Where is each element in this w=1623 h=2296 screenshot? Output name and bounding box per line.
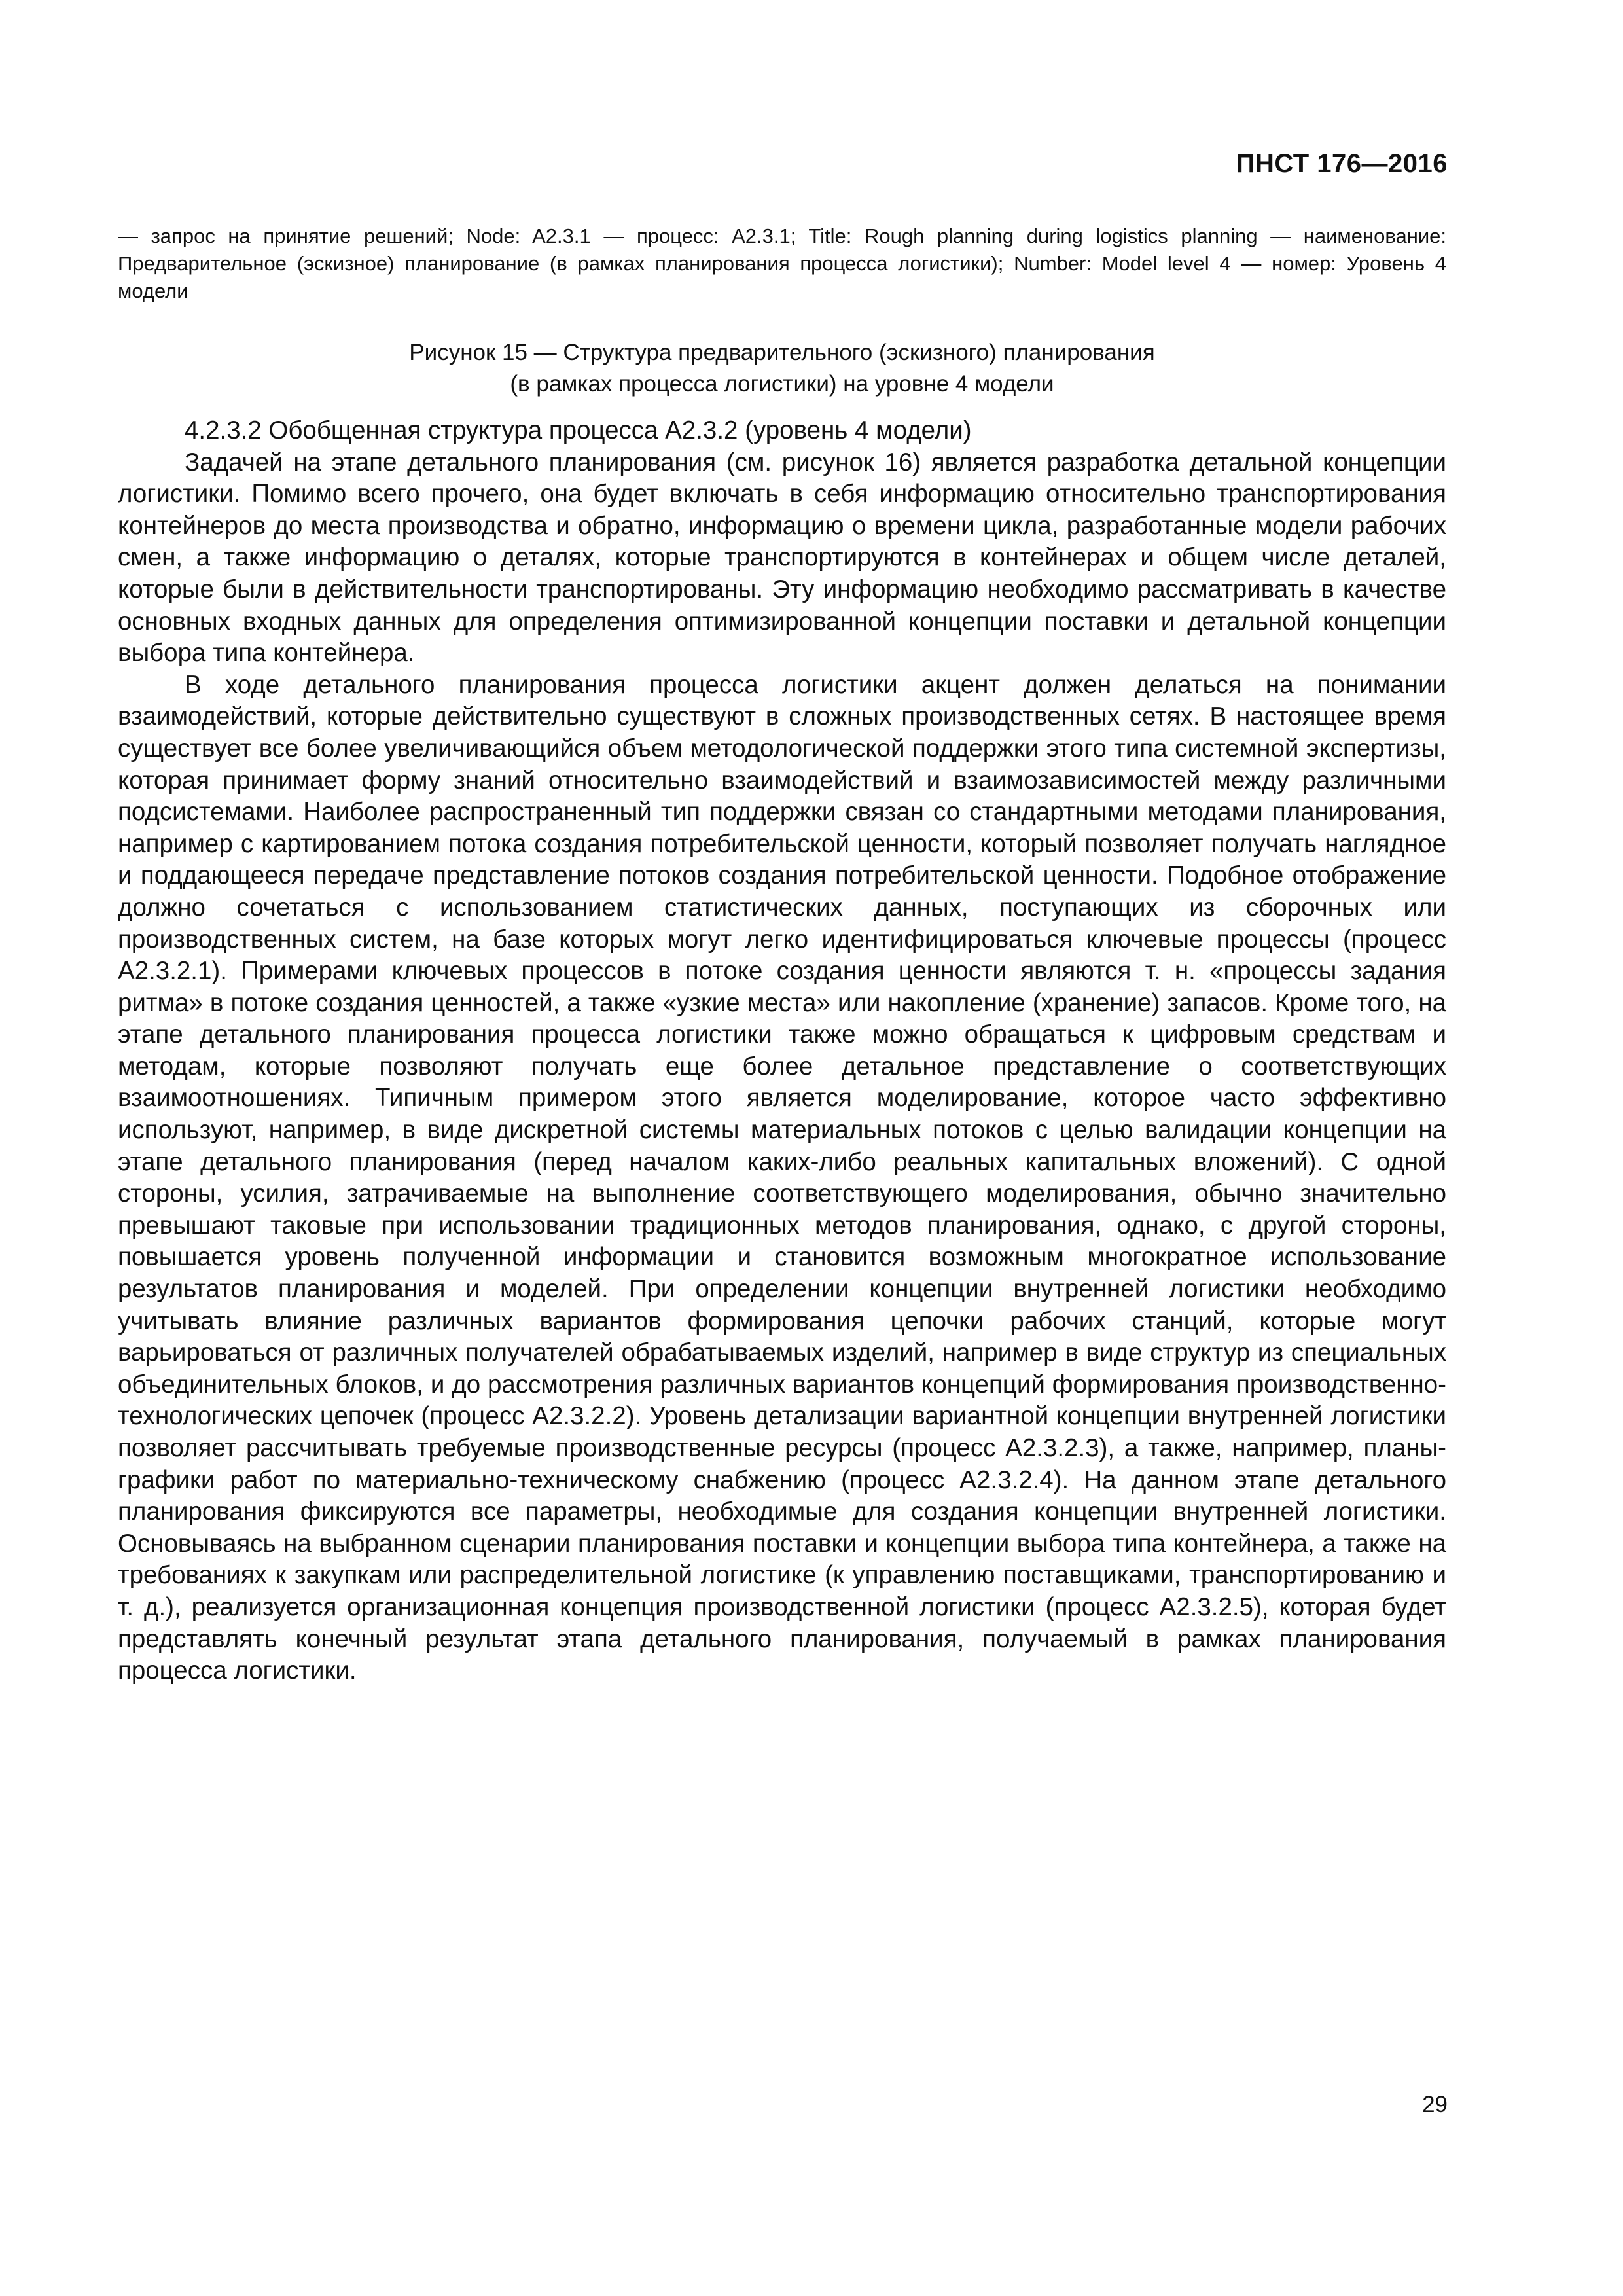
- figure-legend-note: — запрос на принятие решений; Node: A2.3.1 — процесс: A2.3.1; Title: Rough planning during logistics planning — наименование: Предварительное (эскизное) планирование (в рамках планирования процесса логистики); Number: Model level 4 — номер: Уровень 4 модели: [118, 224, 1446, 302]
- document-code-header: ПНСТ 176—2016: [1236, 149, 1448, 178]
- body-paragraph-1: Задачей на этапе детального планирования (см. рисунок 16) является разработка детальной концепции логистики. Помимо всего прочего, она будет включать в себя информацию относительно транспортирования контейнеров до места производства и обратно, информацию о времени цикла, разработанные модели рабочих смен, а также информацию о деталях, которые транспортируются в контейнерах и общем числе деталей, которые были в действительности транспортированы. Эту информацию необходимо рассматривать в качестве основных входных данных для определения оптимизированной концепции поставки и детальной концепции выбора типа контейнера.: [118, 448, 1446, 668]
- figure-caption: [118, 337, 1446, 400]
- section-heading: 4.2.3.2 Обобщенная структура процесса A2.3.2 (уровень 4 модели): [185, 416, 972, 444]
- figure-caption-line-2: (в рамках процесса логистики) на уровне 4 модели: [510, 371, 1054, 397]
- figure-caption-line-1: Рисунок 15 — Структура предварительного (эскизного) планирования: [409, 340, 1155, 365]
- page-number: 29: [1422, 2092, 1448, 2117]
- section-body: [118, 415, 1446, 1687]
- body-paragraph-2: В ходе детального планирования процесса логистики акцент должен делаться на понимании взаимодействий, которые действительно существуют в сложных производственных сетях. В настоящее время существует все более увеличивающийся объем методологической поддержки этого типа системной экспертизы, которая принимает форму знаний относительно взаимодействий и взаимозависимостей между различными подсистемами. Наиболее распространенный тип поддержки связан со стандартными методами планирования, например с картированием потока создания потребительской ценности, который позволяет получать наглядное и поддающееся передаче представление потоков создания потребительской ценности. Подобное отображение должно сочетаться с использованием статистических данных, поступающих из сборочных или производственных систем, на базе которых могут легко идентифицироваться ключевые процессы (процесс A2.3.2.1). Примерами ключевых процессов в потоке создания ценности являются т. н. «процессы задания ритма» в потоке создания ценностей, а также «узкие места» или накопление (хранение) запасов. Кроме того, на этапе детального планирования процесса логистики также можно обращаться к цифровым средствам и методам, которые позволяют получать еще более детальное представление о соответствующих взаимоотношениях. Типичным примером этого является моделирование, которое часто эффективно используют, например, в виде дискретной системы материальных потоков с целью валидации концепции на этапе детального планирования (перед началом каких-либо реальных капитальных вложений). С одной стороны, усилия, затрачиваемые на выполнение соответствующего моделирования, обычно значительно превышают таковые при использовании традиционных методов планирования, однако, с другой стороны, повышается уровень полученной информации и становится возможным многократное использование результатов планирования и моделей. При определении концепции внутренней логистики необходимо учитывать влияние различных вариантов формирования цепочки рабочих станций, которые могут варьироваться от различных получателей обрабатываемых изделий, например в виде структур из специальных объединительных блоков, и до рассмотрения различных вариантов концепций формирования производственно-технологических цепочек (процесс A2.3.2.2). Уровень детализации вариантной концепции внутренней логистики позволяет рассчитывать требуемые производственные ресурсы (процесс A2.3.2.3), а также, например, планы-графики работ по материально-техническому снабжению (процесс A2.3.2.4). На данном этапе детального планирования фиксируются все параметры, необходимые для создания концепции внутренней логистики. Основываясь на выбранном сценарии планирования поставки и концепции выбора типа контейнера, а также на требованиях к закупкам или распределительной логистике (к управлению поставщиками, транспортированию и т. д.), реализуется организационная концепция производственной логистики (процесс A2.3.2.5), которая будет представлять конечный результат этапа детального планирования, получаемый в рамках планирования процесса логистики.: [118, 670, 1446, 1685]
